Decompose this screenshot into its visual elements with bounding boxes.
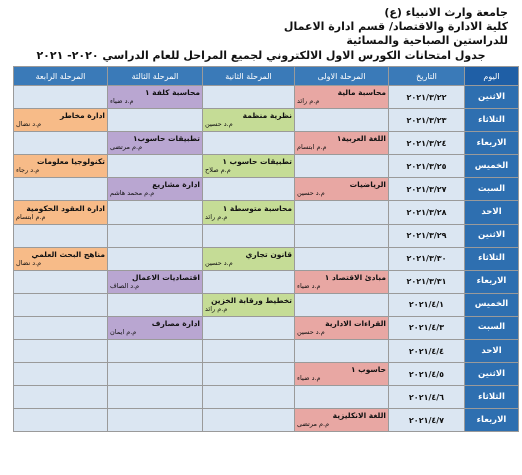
empty-cell bbox=[108, 109, 203, 132]
subject-name: اللغة العربية١ bbox=[336, 134, 386, 144]
table-row bbox=[14, 178, 519, 201]
empty-cell bbox=[295, 201, 389, 224]
table-row bbox=[14, 132, 519, 155]
study-mode: للدراستين الصباحية والمسائية bbox=[346, 34, 508, 47]
empty-cell bbox=[14, 409, 108, 432]
date-cell: ٢٠٢١/٣/٢٨ bbox=[389, 201, 465, 224]
empty-cell bbox=[14, 293, 108, 316]
table-row bbox=[14, 409, 519, 432]
exam-cell-stage-1 bbox=[295, 316, 389, 339]
table-row bbox=[14, 293, 519, 316]
exam-cell-stage-1 bbox=[295, 86, 389, 109]
instructor-name: م.د ضياء bbox=[110, 97, 134, 106]
date-cell: ٢٠٢١/٣/٢٩ bbox=[389, 224, 465, 247]
exam-cell-stage-2 bbox=[203, 201, 295, 224]
empty-cell bbox=[108, 340, 203, 363]
exam-cell-stage-3 bbox=[108, 132, 203, 155]
date-cell: ٢٠٢١/٣/٢٧ bbox=[389, 178, 465, 201]
empty-cell bbox=[14, 340, 108, 363]
instructor-name: م.م ايمان bbox=[110, 327, 137, 336]
exam-cell-stage-3 bbox=[108, 86, 203, 109]
empty-cell bbox=[203, 386, 295, 409]
empty-cell bbox=[108, 155, 203, 178]
date-cell: ٢٠٢١/٣/٢٢ bbox=[389, 86, 465, 109]
empty-cell bbox=[108, 293, 203, 316]
column-header-date: التاريخ bbox=[389, 67, 465, 86]
empty-cell bbox=[203, 86, 295, 109]
schedule-title: جدول امتحانات الكورس الاول الالكتروني لجميع المراحل للعام الدراسي ٢٠٢٠- ٢٠٢١ bbox=[36, 49, 486, 62]
column-header-stage-4: المرحلة الرابعة bbox=[14, 67, 108, 86]
exam-cell-stage-4 bbox=[14, 109, 108, 132]
empty-cell bbox=[108, 386, 203, 409]
empty-cell bbox=[14, 270, 108, 293]
exam-cell-stage-2 bbox=[203, 109, 295, 132]
date-cell: ٢٠٢١/٣/٢٤ bbox=[389, 132, 465, 155]
subject-name: حاسوب ١ bbox=[350, 365, 386, 375]
instructor-name: م.د ضياء bbox=[297, 281, 321, 290]
day-cell: السبت bbox=[465, 316, 519, 339]
subject-name: ادارة مشاريع bbox=[152, 180, 200, 190]
date-cell: ٢٠٢١/٣/٣١ bbox=[389, 270, 465, 293]
table-row bbox=[14, 224, 519, 247]
empty-cell bbox=[14, 86, 108, 109]
date-cell: ٢٠٢١/٤/٤ bbox=[389, 340, 465, 363]
instructor-name: م.م محمد هاشم bbox=[110, 189, 155, 198]
date-cell: ٢٠٢١/٤/٦ bbox=[389, 386, 465, 409]
exam-cell-stage-4 bbox=[14, 155, 108, 178]
empty-cell bbox=[203, 340, 295, 363]
empty-cell bbox=[295, 109, 389, 132]
exam-cell-stage-2 bbox=[203, 247, 295, 270]
empty-cell bbox=[295, 386, 389, 409]
table-row bbox=[14, 270, 519, 293]
empty-cell bbox=[14, 178, 108, 201]
subject-name: اللغة الانكليزية bbox=[332, 411, 386, 421]
date-cell: ٢٠٢١/٤/٧ bbox=[389, 409, 465, 432]
empty-cell bbox=[108, 224, 203, 247]
instructor-name: م.د الصاف bbox=[110, 281, 140, 290]
subject-name: تكنولوجيا معلومات bbox=[37, 157, 105, 167]
instructor-name: م.د ضياء bbox=[297, 374, 321, 383]
column-header-stage-3: المرحلة الثالثة bbox=[108, 67, 203, 86]
instructor-name: م.م ابتسام bbox=[297, 143, 327, 152]
date-cell: ٢٠٢١/٣/٣٠ bbox=[389, 247, 465, 270]
exam-cell-stage-3 bbox=[108, 316, 203, 339]
day-cell: الاربعاء bbox=[465, 132, 519, 155]
date-cell: ٢٠٢١/٣/٢٣ bbox=[389, 109, 465, 132]
column-header-stage-2: المرحلة الثانية bbox=[203, 67, 295, 86]
subject-name: ادارة العقود الحكومية bbox=[26, 203, 105, 213]
table-row bbox=[14, 316, 519, 339]
column-header-day: اليوم bbox=[465, 67, 519, 86]
column-header-stage-1: المرحلة الاولى bbox=[295, 67, 389, 86]
subject-name: قانون تجاري bbox=[245, 249, 292, 259]
exam-cell-stage-2 bbox=[203, 155, 295, 178]
instructor-name: م.د رجاء bbox=[16, 166, 40, 175]
empty-cell bbox=[14, 132, 108, 155]
day-cell: الاربعاء bbox=[465, 270, 519, 293]
instructor-name: م.م مرتضى bbox=[297, 420, 330, 429]
empty-cell bbox=[14, 363, 108, 386]
exam-cell-stage-1 bbox=[295, 270, 389, 293]
day-cell: الاثنين bbox=[465, 224, 519, 247]
exam-cell-stage-1 bbox=[295, 363, 389, 386]
subject-name: القراءات الادارية bbox=[325, 318, 386, 328]
instructor-name: م.د نضال bbox=[16, 120, 42, 129]
instructor-name: م.د نضال bbox=[16, 258, 42, 267]
subject-name: محاسبة متوسطة ١ bbox=[222, 203, 292, 213]
instructor-name: م.م صلاح bbox=[205, 166, 231, 175]
exam-cell-stage-2 bbox=[203, 293, 295, 316]
empty-cell bbox=[203, 178, 295, 201]
empty-cell bbox=[108, 247, 203, 270]
day-cell: السبت bbox=[465, 178, 519, 201]
subject-name: محاسبة كلفة ١ bbox=[144, 88, 200, 98]
empty-cell bbox=[14, 224, 108, 247]
table-row bbox=[14, 86, 519, 109]
day-cell: الاربعاء bbox=[465, 409, 519, 432]
day-cell: الخميس bbox=[465, 155, 519, 178]
instructor-name: م.م رائد bbox=[205, 304, 228, 313]
empty-cell bbox=[14, 386, 108, 409]
exam-cell-stage-4 bbox=[14, 247, 108, 270]
subject-name: تطبيقات حاسوب ١ bbox=[222, 157, 292, 167]
instructor-name: م.د حسين bbox=[297, 189, 325, 198]
empty-cell bbox=[295, 293, 389, 316]
date-cell: ٢٠٢١/٤/١ bbox=[389, 293, 465, 316]
instructor-name: م.م رائد bbox=[205, 212, 228, 221]
instructor-name: م.د حسين bbox=[297, 327, 325, 336]
day-cell: الثلاثاء bbox=[465, 109, 519, 132]
exam-cell-stage-1 bbox=[295, 132, 389, 155]
exam-cell-stage-3 bbox=[108, 178, 203, 201]
subject-name: تطبيقات حاسوب١ bbox=[132, 134, 200, 144]
empty-cell bbox=[295, 340, 389, 363]
university-name: جامعة وارث الانبياء (ع) bbox=[384, 6, 508, 19]
empty-cell bbox=[203, 132, 295, 155]
exam-table bbox=[13, 66, 519, 432]
day-cell: الثلاثاء bbox=[465, 247, 519, 270]
instructor-name: م.د حسين bbox=[205, 120, 233, 129]
empty-cell bbox=[203, 270, 295, 293]
date-cell: ٢٠٢١/٣/٢٥ bbox=[389, 155, 465, 178]
exam-cell-stage-4 bbox=[14, 201, 108, 224]
exam-cell-stage-1 bbox=[295, 409, 389, 432]
day-cell: الثلاثاء bbox=[465, 386, 519, 409]
day-cell: الاحد bbox=[465, 340, 519, 363]
table-row bbox=[14, 247, 519, 270]
subject-name: اقتصاديات الاعمال bbox=[131, 272, 200, 282]
empty-cell bbox=[203, 316, 295, 339]
day-cell: الاثنين bbox=[465, 363, 519, 386]
subject-name: ادارة مصارف bbox=[151, 318, 200, 328]
empty-cell bbox=[295, 224, 389, 247]
subject-name: محاسبة مالية bbox=[337, 88, 386, 98]
instructor-name: م.م مرتضى bbox=[110, 143, 143, 152]
college-department: كلية الادارة والاقتصاد/ قسم ادارة الاعمال bbox=[283, 20, 508, 33]
subject-name: ادارة مخاطر bbox=[60, 111, 105, 121]
exam-cell-stage-1 bbox=[295, 178, 389, 201]
empty-cell bbox=[203, 409, 295, 432]
table-row bbox=[14, 386, 519, 409]
table-body bbox=[14, 86, 519, 432]
table-row bbox=[14, 201, 519, 224]
empty-cell bbox=[108, 363, 203, 386]
date-cell: ٢٠٢١/٤/٥ bbox=[389, 363, 465, 386]
empty-cell bbox=[203, 224, 295, 247]
table-row bbox=[14, 109, 519, 132]
table-row bbox=[14, 155, 519, 178]
instructor-name: م.م ابتسام bbox=[16, 212, 46, 221]
empty-cell bbox=[108, 201, 203, 224]
date-cell: ٢٠٢١/٤/٣ bbox=[389, 316, 465, 339]
subject-name: مناهج البحث العلمي bbox=[31, 249, 105, 259]
empty-cell bbox=[295, 247, 389, 270]
day-cell: الخميس bbox=[465, 293, 519, 316]
empty-cell bbox=[295, 155, 389, 178]
instructor-name: م.م رائد bbox=[297, 97, 320, 106]
table-row bbox=[14, 363, 519, 386]
table-header-row bbox=[14, 67, 519, 86]
subject-name: مبادئ الاقتصاد ١ bbox=[324, 272, 386, 282]
subject-name: نظرية منظمة bbox=[242, 111, 292, 121]
subject-name: تخطيط ورقابة الخزين bbox=[211, 295, 292, 305]
subject-name: الرياضيات bbox=[349, 180, 386, 190]
instructor-name: م.د حسين bbox=[205, 258, 233, 267]
empty-cell bbox=[203, 363, 295, 386]
empty-cell bbox=[14, 316, 108, 339]
exam-cell-stage-3 bbox=[108, 270, 203, 293]
empty-cell bbox=[108, 409, 203, 432]
day-cell: الاحد bbox=[465, 201, 519, 224]
day-cell: الاثنين bbox=[465, 86, 519, 109]
table-row bbox=[14, 340, 519, 363]
